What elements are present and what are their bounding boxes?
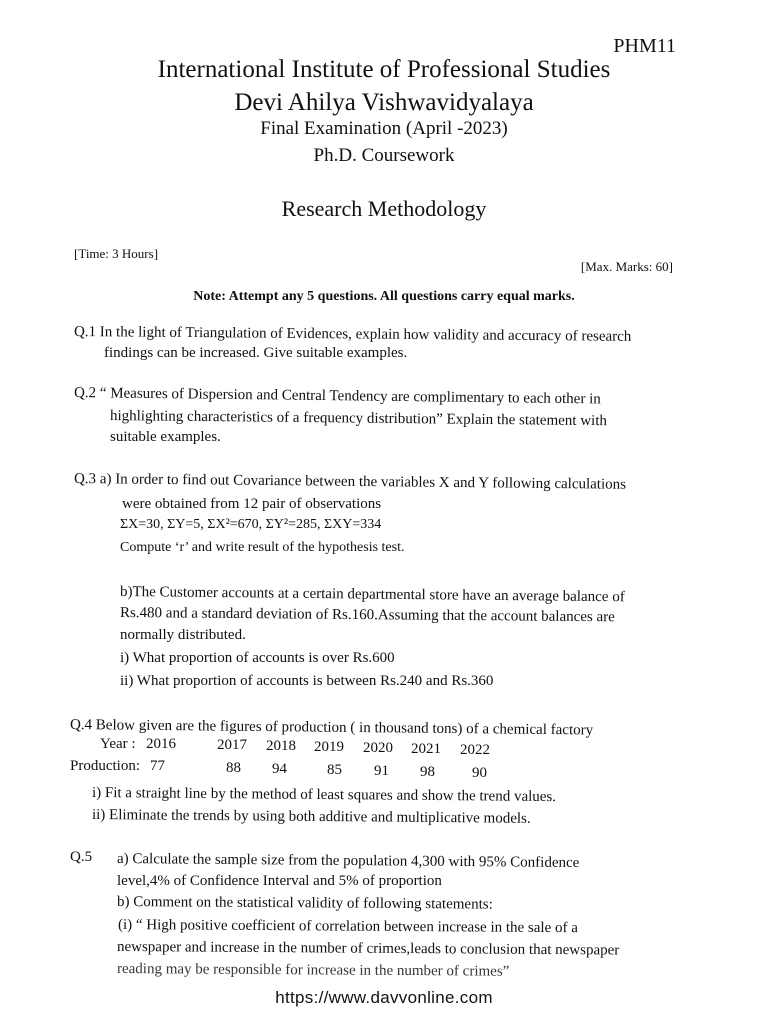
paper-code: PHM11 [613,35,676,57]
university-name: Devi Ahilya Vishwavidyalaya [234,89,534,116]
q4-part-i: i) Fit a straight line by the method of least squares and show the trend values. [91,785,557,806]
year-cell: 2017 [217,737,247,753]
q4-part-ii: ii) Eliminate the trends by using both additive and multiplicative models. [91,807,531,827]
q3a-line2: were obtained from 12 pair of observations [122,496,382,512]
production-cell: 98 [420,764,435,780]
max-marks: [Max. Marks: 60] [580,259,673,274]
footer-url: https://www.davvonline.com [275,988,493,1007]
q2-line3: suitable examples. [110,429,221,445]
q5b-i-line3: reading may be responsible for increase in the number of crimes” [116,961,510,980]
year-cell: 2018 [266,738,296,754]
q2-line1: Q.2 “ Measures of Dispersion and Central Tendency are complimentary to each other in [73,385,601,408]
subject-title: Research Methodology [281,196,487,221]
q3a-line4: Compute ‘r’ and write result of the hypothesis test. [120,540,405,555]
year-cell: 2019 [314,739,344,755]
q5b-i-line2: newspaper and increase in the number of crimes,leads to conclusion that newspaper [116,939,620,959]
instructions-note: Note: Attempt any 5 questions. All questions carry equal marks. [193,289,575,304]
year-cell: 2020 [363,740,393,756]
production-cell: 88 [226,760,241,776]
production-cell: 77 [150,758,165,774]
production-cell: 94 [272,761,287,777]
year-cell: 2022 [460,742,490,758]
year-cell: 2021 [411,741,441,757]
production-label: Production: [70,758,140,774]
institute-name: International Institute of Professional Studies [157,56,611,83]
q4-intro: Q.4 Below given are the figures of production ( in thousand tons) of a chemical factory [69,717,594,739]
q5-number: Q.5 [70,849,93,865]
year-cell: 2016 [146,736,176,752]
production-cell: 91 [374,763,389,779]
q3b-part-i: i) What proportion of accounts is over Rs.600 [120,650,395,666]
q5a-line1: a) Calculate the sample size from the population 4,300 with 95% Confidence [116,851,580,872]
q2-line2: highlighting characteristics of a frequency distribution” Explain the statement with [109,408,608,430]
production-cell: 90 [472,765,487,781]
time-allowed: [Time: 3 Hours] [74,246,159,261]
q5b-i-line1: (i) “ High positive coefficient of correlation between increase in the sale of a [117,917,578,937]
q3a-line1: Q.3 a) In order to find out Covariance between the variables X and Y following calculations [73,471,627,493]
production-cell: 85 [327,762,342,778]
q1-line1: Q.1 In the light of Triangulation of Evidences, explain how validity and accuracy of research [73,324,632,345]
q3b-part-ii: ii) What proportion of accounts is between Rs.240 and Rs.360 [120,673,494,689]
q3b-line2: Rs.480 and a standard deviation of Rs.160.Assuming that the account balances are [119,605,615,626]
q5a-line2: level,4% of Confidence Interval and 5% of proportion [117,873,442,889]
q3b-line1: b)The Customer accounts at a certain departmental store have an average balance of [119,584,625,606]
course-title: Ph.D. Coursework [313,145,455,166]
q1-line2: findings can be increased. Give suitable examples. [104,345,408,361]
q3a-line3: ΣX=30, ΣY=5, ΣX²=670, ΣY²=285, ΣXY=334 [120,517,382,532]
year-label: Year : [100,736,136,752]
q5b-line1: b) Comment on the statistical validity of following statements: [116,894,493,913]
exam-title: Final Examination (April -2023) [260,118,508,139]
q3b-line3: normally distributed. [120,627,246,643]
